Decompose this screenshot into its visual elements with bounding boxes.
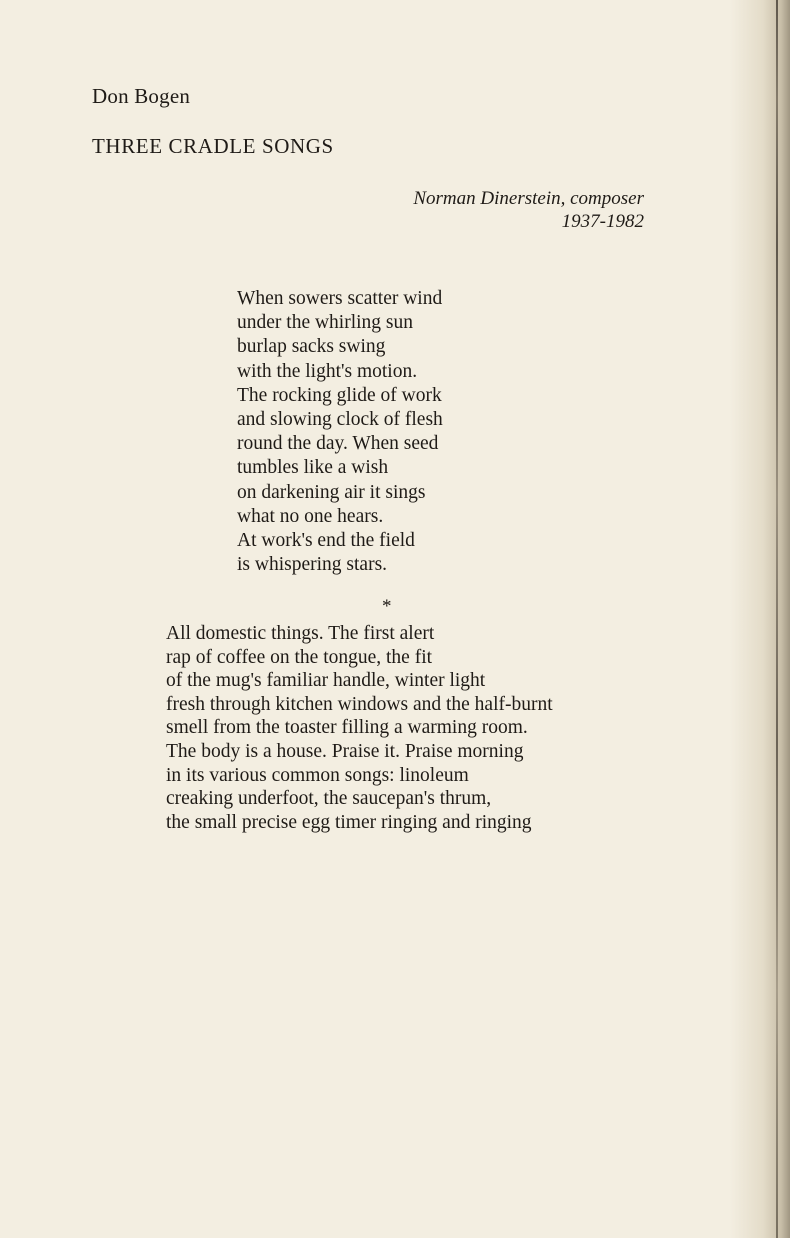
- poem-line: on darkening air it sings: [237, 481, 426, 503]
- poem-line: At work's end the field: [237, 530, 415, 552]
- poem-title: THREE CRADLE SONGS: [92, 134, 334, 158]
- poem-line: in its various common songs: linoleum: [166, 764, 469, 786]
- poem-line: round the day. When seed: [237, 433, 439, 455]
- poem-line: The rocking glide of work: [237, 384, 442, 406]
- poem-line: smell from the toaster filling a warming room.: [166, 717, 528, 739]
- author-name: Don Bogen: [92, 84, 191, 108]
- poem-line: The body is a house. Praise it. Praise morning: [166, 740, 524, 762]
- poem-line: with the light's motion.: [237, 360, 418, 382]
- poem-section-2: [166, 622, 553, 834]
- poem-line: When sowers scatter wind: [237, 288, 443, 309]
- dedication-line: Norman Dinerstein, composer: [413, 188, 644, 209]
- poem-line: All domestic things. The first alert: [166, 623, 435, 644]
- page-edge-binding: [776, 0, 778, 1238]
- poem-line: creaking underfoot, the saucepan's thrum,: [166, 788, 492, 810]
- poem-line: and slowing clock of flesh: [237, 409, 443, 431]
- poem-line: burlap sacks swing: [237, 336, 386, 358]
- poem-line: tumbles like a wish: [237, 457, 389, 479]
- poem-line: is whispering stars.: [237, 554, 388, 576]
- page-edge-shadow: [730, 0, 790, 1238]
- dedication-dates: 1937-1982: [561, 211, 644, 232]
- poem-line: of the mug's familiar handle, winter light: [166, 670, 486, 692]
- poem-line: rap of coffee on the tongue, the fit: [166, 646, 433, 668]
- poem-line: fresh through kitchen windows and the half-burnt: [166, 693, 553, 715]
- poem-line: under the whirling sun: [237, 312, 414, 334]
- section-separator: *: [382, 596, 392, 617]
- poem-section-1: [237, 287, 443, 577]
- dedication: [413, 187, 644, 233]
- poem-line: what no one hears.: [237, 505, 384, 527]
- poem-line: the small precise egg timer ringing and ringing: [166, 811, 532, 833]
